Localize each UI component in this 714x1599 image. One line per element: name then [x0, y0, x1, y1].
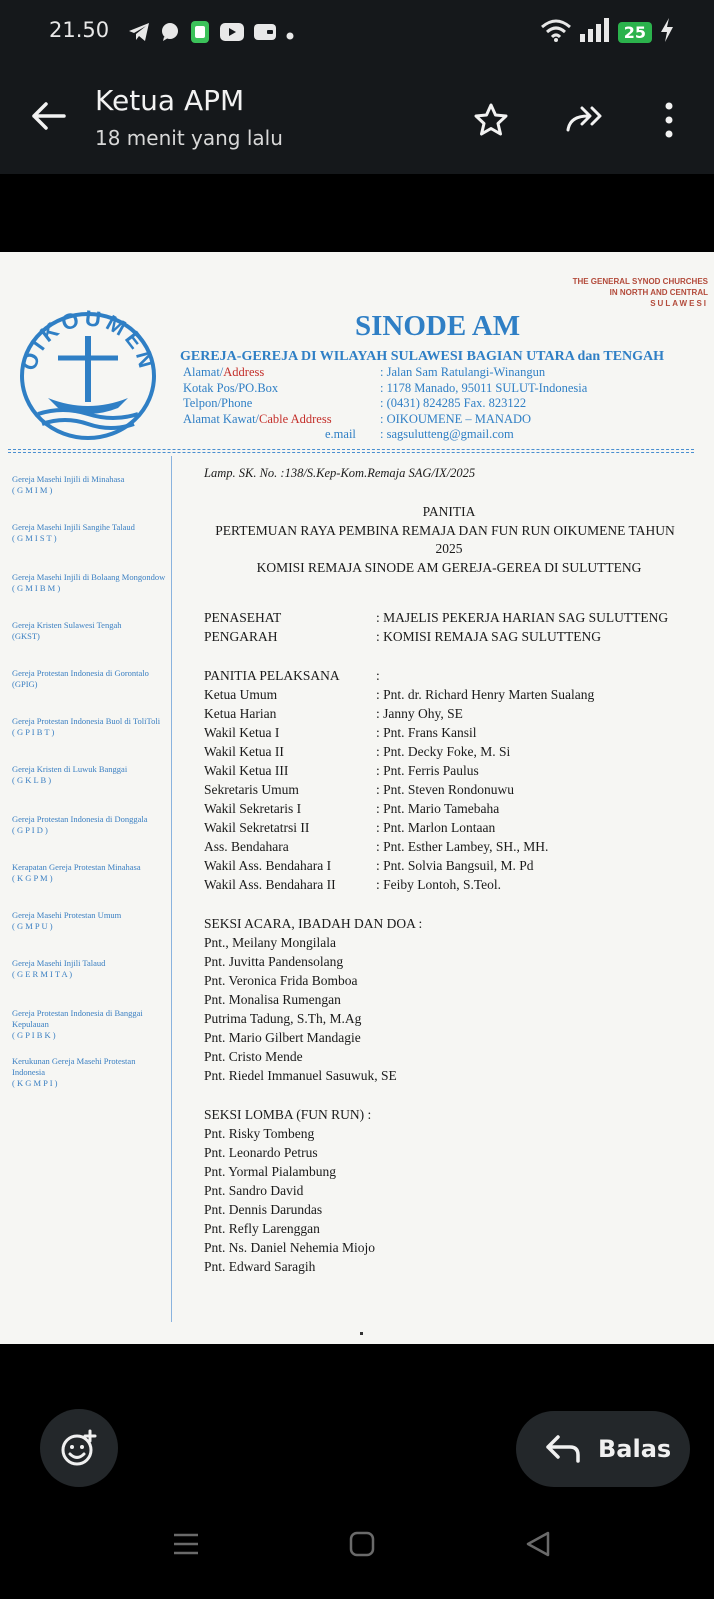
reply-label: Balas: [598, 1435, 672, 1463]
app-badge-icon: [190, 20, 210, 48]
org-subtitle: GEREJA-GEREJA DI WILAYAH SULAWESI BAGIAN UTARA dan TENGAH: [180, 349, 665, 364]
section-member: Pnt. Cristo Mende: [204, 1049, 303, 1064]
more-options-button[interactable]: [658, 100, 680, 140]
section-member: Pnt. Edward Saragih: [204, 1259, 316, 1274]
section-member: Pnt. Risky Tombeng: [204, 1126, 315, 1141]
sidebar-church: Kerapatan Gereja Protestan Minahasa ( K G P M ): [12, 862, 141, 883]
sidebar-church: Gereja Protestan Indonesia di Banggai Kepulauan ( G P I B K ): [12, 1008, 143, 1040]
recent-apps-button[interactable]: [172, 1530, 200, 1562]
header-divider: [8, 449, 694, 453]
section-member: Pnt. Mario Gilbert Mandagie: [204, 1030, 361, 1045]
menu-lines-icon: [172, 1530, 200, 1558]
wallet-icon: [254, 22, 276, 46]
more-notifications-dot-icon: [286, 25, 294, 44]
section-member: Pnt. Leonardo Petrus: [204, 1145, 318, 1160]
heading-line: 2025: [435, 541, 463, 556]
sidebar-church: Gereja Masehi Protestan Umum ( G M P U ): [12, 910, 122, 931]
message-time: 18 menit yang lalu: [95, 126, 283, 150]
section-member: Pnt. Refly Larenggan: [204, 1221, 320, 1236]
sidebar-church: Gereja Kristen Sulawesi Tengah (GKST): [12, 620, 122, 641]
sidebar-church: Gereja Kristen di Luwuk Banggai ( G K L B ): [12, 764, 128, 785]
section-member: Pnt., Meilany Mongilala: [204, 935, 336, 950]
document-image[interactable]: THE GENERAL SYNOD CHURCHES IN NORTH AND CENTRAL SULAWESI OIKOUMEN SINODE AM GEREJA-GEREJA DI WILAYAH SULAWESI BAGIAN UTARA dan TENGAH Alamat/Address : Jalan Sam Ratulangi-Winangun Kotak Pos/PO.Box : 1178 Manado, 95011 SULUT-Indonesia Telpon/Phone : (0431) 824285 Fax. 823122 Alamat Kawat/Cable Address : OIKOUMENE – MANADO e.mail : sagsulutteng@gmail.com Gereja Masehi Injili di Minahasa ( G M I M ) Gereja Masehi Injili Sangihe Talaud ( G M I S T ) Gereja Masehi Injili di Bolaang Mongondow ( G M I B M ) Gereja Kristen Sulawesi Tengah (GKST) Gereja Protestan Indonesia di Gorontalo (GPIG) Gereja Protestan Indonesia Buol di ToliToli ( G P I B T ) Gereja Kristen di Luwuk Banggai ( G K L B ) Gereja Protestan Indonesia di Donggala ( G P I D ) Kerapatan Gereja Protestan Minahasa ( K G P M ) Gereja Masehi Protestan Umum ( G M P U ) Gereja Masehi Injili Talaud ( G E R M I T A ) Gereja Protestan Indonesia di Banggai Kepulauan ( G P I B K ) Kerukunan Gereja Masehi Protestan Indonesia ( K G M P I ) Lamp. SK. No. :138/S.Kep-Kom.Remaja SAG/IX/2025 PANITIA PERTEMUAN RAYA PEMBINA REMAJA DAN FUN RUN OIKUMENE TAHUN 2025 KOMISI REMAJA SINODE AM GEREJA-GEREA DI SULUTTENG PENASEHAT : MAJELIS PEKERJA HARIAN SAG SULUTTENG PENGARAH : KOMISI REMAJA SAG SULUTTENG PANITIA PELAKSANA : Ketua Umum : Pnt. dr. Richard Henry Marten Sualang Ketua Harian : Janny Ohy, SE Wakil Ketua I : Pnt. Frans Kansil Wakil Ketua II : Pnt. Decky Foke, M. Si Wakil Ketua III : Pnt. Ferris Paulus Sekretaris Umum : Pnt. Steven Rondonuwu Wakil Sekretaris I : Pnt. Mario Tamebaha Wakil Sekretatrsi II : Pnt. Marlon Lontaan Ass. Bendahara : Pnt. Esther Lambey, SH., MH. Wakil Ass. Bendahara I : Pnt. Solvia Bangsuil, M. Pd Wakil Ass. Bendahara II : Feiby Lontoh, S.Teol. SEKSI ACARA, IBADAH DAN DOA : Pnt., Meilany Mongilala Pnt. Juvitta Pandensolang Pnt. Veronica Frida Bomboa Pnt. Monalisa Rumengan Putrima Tadung, S.Th, M.Ag Pnt. Mario Gilbert Mandagie Pnt. Cristo Mende Pnt. Riedel Immanuel Sasuwuk, SE SEKSI LOMBA (FUN RUN) : Pnt. Risky Tombeng Pnt. Leonardo Petrus Pnt. Yormal Pialambung Pnt. Sandro David Pnt. Dennis Darundas Pnt. Refly Larenggan Pnt. Ns. Daniel Nehemia Miojo Pnt. Edward Saragih: [0, 252, 714, 1344]
charging-bolt-icon: [660, 18, 674, 46]
decree-reference: Lamp. SK. No. :138/S.Kep-Kom.Remaja SAG/IX/2025: [204, 466, 476, 480]
sidebar-church: Gereja Protestan Indonesia di Gorontalo (GPIG): [12, 668, 149, 689]
battery-level: 25: [618, 22, 652, 43]
status-time: 21.50: [49, 18, 110, 42]
back-button[interactable]: [28, 96, 68, 136]
section-member: Pnt. Monalisa Rumengan: [204, 992, 341, 1007]
section-member: Pnt. Juvitta Pandensolang: [204, 954, 344, 969]
add-reaction-icon: [40, 1409, 118, 1487]
system-back-button[interactable]: [524, 1530, 552, 1562]
reply-bar: [0, 1385, 714, 1485]
section-member: Pnt. Veronica Frida Bomboa: [204, 973, 358, 988]
sidebar-church: Kerukunan Gereja Masehi Protestan Indonesia ( K G M P I ): [12, 1056, 136, 1088]
star-button[interactable]: [473, 102, 509, 138]
signal-icon: [580, 18, 610, 46]
svg-text:OIKOUMENE: OIKOUMEN: [18, 310, 158, 375]
english-org-name: THE GENERAL SYNOD CHURCHES IN NORTH AND CENTRAL SULAWESI: [572, 277, 708, 308]
section-member: Pnt. Ns. Daniel Nehemia Miojo: [204, 1240, 375, 1255]
reply-button[interactable]: [516, 1411, 690, 1487]
status-bar: [0, 0, 714, 64]
forward-icon: [564, 104, 606, 136]
section-member: Pnt. Yormal Pialambung: [204, 1164, 337, 1179]
sidebar-church: Gereja Masehi Injili di Minahasa ( G M I M ): [12, 474, 125, 495]
more-vert-icon: [658, 100, 680, 140]
section-member: Pnt. Dennis Darundas: [204, 1202, 323, 1217]
sidebar-church: Gereja Masehi Injili Sangihe Talaud ( G M I S T ): [12, 522, 135, 543]
back-triangle-icon: [524, 1530, 552, 1558]
viewer-header: [0, 64, 714, 174]
telegram-icon: [128, 22, 150, 46]
sidebar-church: Gereja Protestan Indonesia Buol di ToliToli ( G P I B T ): [12, 716, 161, 737]
forward-button[interactable]: [564, 104, 606, 136]
star-icon: [473, 102, 509, 138]
youtube-icon: [220, 23, 244, 45]
oikoumene-logo: [18, 310, 158, 442]
reply-arrow-icon: [544, 1429, 584, 1469]
heading-line: PANITIA: [422, 504, 476, 519]
heading-line: KOMISI REMAJA SINODE AM GEREJA-GEREA DI SULUTTENG: [256, 560, 642, 575]
home-square-icon: [348, 1530, 376, 1558]
sender-name: Ketua APM: [95, 84, 245, 117]
system-icons: [540, 18, 674, 46]
section-title: SEKSI ACARA, IBADAH DAN DOA :: [204, 916, 423, 931]
section-member: Putrima Tadung, S.Th, M.Ag: [204, 1011, 362, 1026]
system-nav-bar: [0, 1510, 714, 1599]
home-button[interactable]: [348, 1530, 376, 1562]
section-title: SEKSI LOMBA (FUN RUN) :: [204, 1107, 372, 1122]
sidebar-church: Gereja Masehi Injili di Bolaang Mongondow ( G M I B M ): [12, 572, 166, 593]
wifi-icon: [540, 18, 572, 46]
notification-icons: [128, 20, 294, 48]
back-arrow-icon: [28, 96, 68, 136]
sidebar-church: Gereja Protestan Indonesia di Donggala ( G P I D ): [12, 814, 148, 835]
sidebar-church: Gereja Masehi Injili Talaud ( G E R M I T A ): [12, 958, 106, 979]
scan-speck: [360, 1332, 363, 1335]
sidebar-divider: [171, 456, 172, 1322]
emoji-react-button[interactable]: [40, 1409, 118, 1487]
org-title: SINODE AM: [355, 310, 521, 342]
section-member: Pnt. Riedel Immanuel Sasuwuk, SE: [204, 1068, 397, 1083]
section-member: Pnt. Sandro David: [204, 1183, 304, 1198]
heading-line: PERTEMUAN RAYA PEMBINA REMAJA DAN FUN RUN OIKUMENE TAHUN: [215, 523, 675, 538]
chat-bubble-icon: [160, 22, 180, 46]
